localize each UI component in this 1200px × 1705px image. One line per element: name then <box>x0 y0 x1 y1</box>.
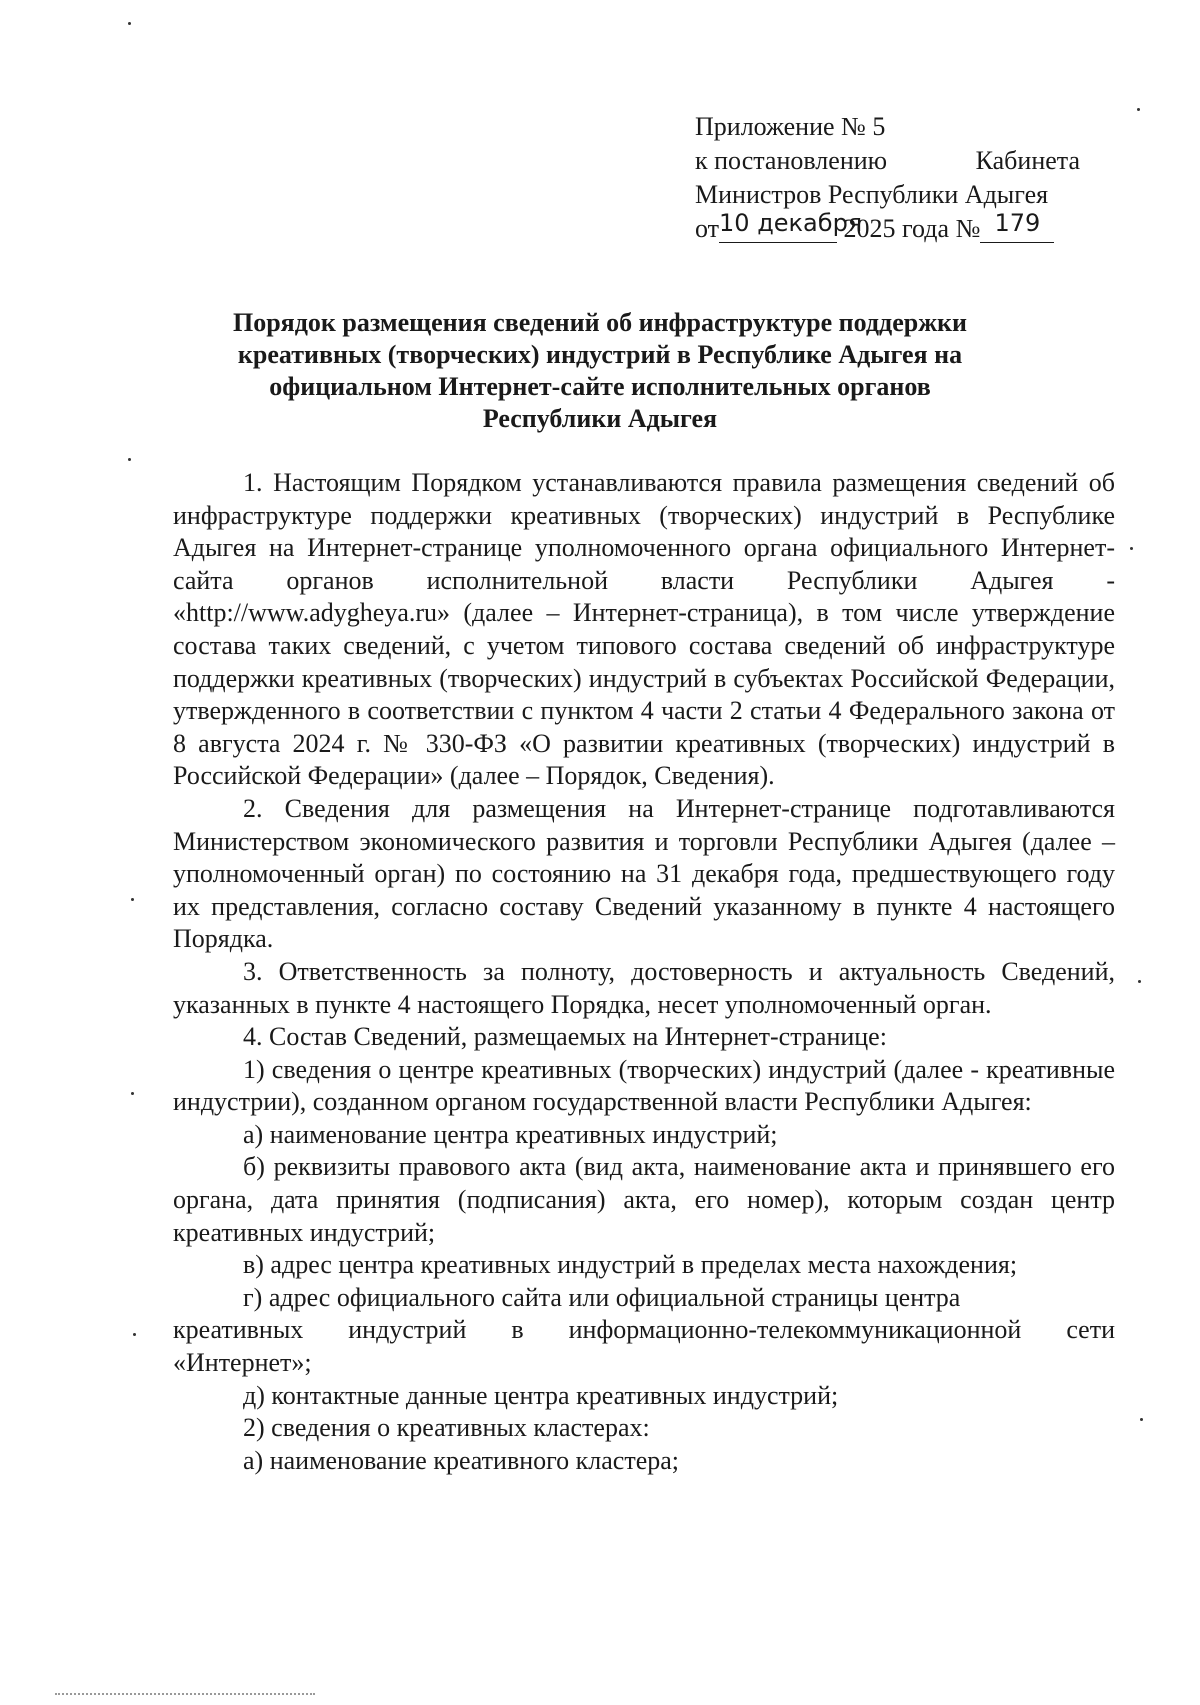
scan-speck <box>1138 980 1141 983</box>
scan-speck <box>128 458 131 461</box>
title-line-2: креативных (творческих) индустрий в Республике Адыгея на <box>237 340 963 369</box>
appendix-resolution-label: к постановлению <box>695 146 888 175</box>
title-line-3: официальном Интернет-сайте исполнительных органов <box>269 372 931 401</box>
paragraph-4-1-v: в) адрес центра креативных индустрий в пределах места нахождения; <box>243 1250 1018 1280</box>
scan-speck <box>1130 547 1133 550</box>
paragraph-4-1-a: а) наименование центра креативных индустрий; <box>243 1119 778 1149</box>
paragraph-3: 3. Ответственность за полноту, достоверность и актуальность Сведений, указанных в пункте 4 настоящего Порядка, несет уполномоченный орган. <box>173 956 1115 1019</box>
paragraph-4: 4. Состав Сведений, размещаемых на Интернет-странице: <box>243 1022 887 1052</box>
document-body <box>173 467 1115 1477</box>
title-line-4: Республики Адыгея <box>482 404 718 433</box>
scan-speck <box>1137 108 1140 111</box>
date-blank <box>719 209 863 243</box>
appendix-ministers-line: Министров Республики Адыгея <box>695 180 1049 209</box>
paragraph-4-2-a: а) наименование креативного кластера; <box>243 1445 680 1475</box>
date-prefix: от <box>695 214 720 243</box>
appendix-resolution-line <box>695 144 1080 178</box>
year-text: 2025 года № <box>843 214 981 243</box>
appendix-number: Приложение № 5 <box>695 112 886 141</box>
paragraph-4-1-b: б) реквизиты правового акта (вид акта, наименование акта и принявшего его органа, дата принятия (подписания) акта, его номер), которым создан центр креативных индустрий; <box>173 1152 1115 1247</box>
scan-speck <box>1140 1418 1143 1421</box>
scan-speck <box>131 898 134 901</box>
appendix-header <box>695 110 1080 246</box>
appendix-cabinet-label: Кабинета <box>975 146 1080 175</box>
handwritten-number: 179 <box>994 209 1041 237</box>
title-line-1: Порядок размещения сведений об инфраструктуре поддержки <box>232 308 968 337</box>
paragraph-4-1-d: д) контактные данные центра креативных индустрий; <box>243 1380 839 1410</box>
appendix-date-line <box>695 209 1080 246</box>
scan-speck <box>133 1333 136 1336</box>
handwritten-date: 10 декабря <box>719 209 863 237</box>
paragraph-4-1-g-first: г) адрес официального сайта или официальной страницы центра <box>243 1282 961 1312</box>
paragraph-4-1: 1) сведения о центре креативных (творческих) индустрий (далее - креативные индустрии), созданном органом государственной власти Республики Адыгея: <box>173 1054 1115 1117</box>
paragraph-2: 2. Сведения для размещения на Интернет-странице подготавливаются Министерством экономического развития и торговли Республики Адыгея (далее – уполномоченный орган) по состоянию на 31 декабря года, предшествующего году их представления, согласно составу Сведений указанному в пункте 4 настоящего Порядка. <box>173 793 1115 954</box>
paragraph-4-1-g-second: креативных индустрий в информационно-телекоммуникационной сети <box>173 1315 1115 1345</box>
number-blank <box>980 209 1054 243</box>
scan-speck <box>131 1092 134 1095</box>
scan-speck <box>128 22 131 25</box>
paragraph-4-1-g-third: «Интернет»; <box>173 1348 312 1378</box>
paragraph-4-2: 2) сведения о креативных кластерах: <box>243 1413 650 1443</box>
paragraph-1: 1. Настоящим Порядком устанавливаются правила размещения сведений об инфраструктуре поддержки креативных (творческих) индустрий в Республике Адыгея на Интернет-странице уполномоченного органа официального Интернет-сайта органов исполнительной власти Республики Адыгея - «http://www.adygheya.ru» (далее – Интернет-страница), в том числе утверждение состава таких сведений, с учетом типового состава сведений об инфраструктуре поддержки креативных (творческих) индустрий в субъектах Российской Федерации, утвержденного в соответствии с пунктом 4 части 2 статьи 4 Федерального закона от 8 августа 2024 г. № 330-ФЗ «О развитии креативных (творческих) индустрий в Российской Федерации» (далее – Порядок, Сведения). <box>173 468 1115 791</box>
document-title <box>190 307 1010 435</box>
scan-footer-noise <box>55 1693 315 1699</box>
